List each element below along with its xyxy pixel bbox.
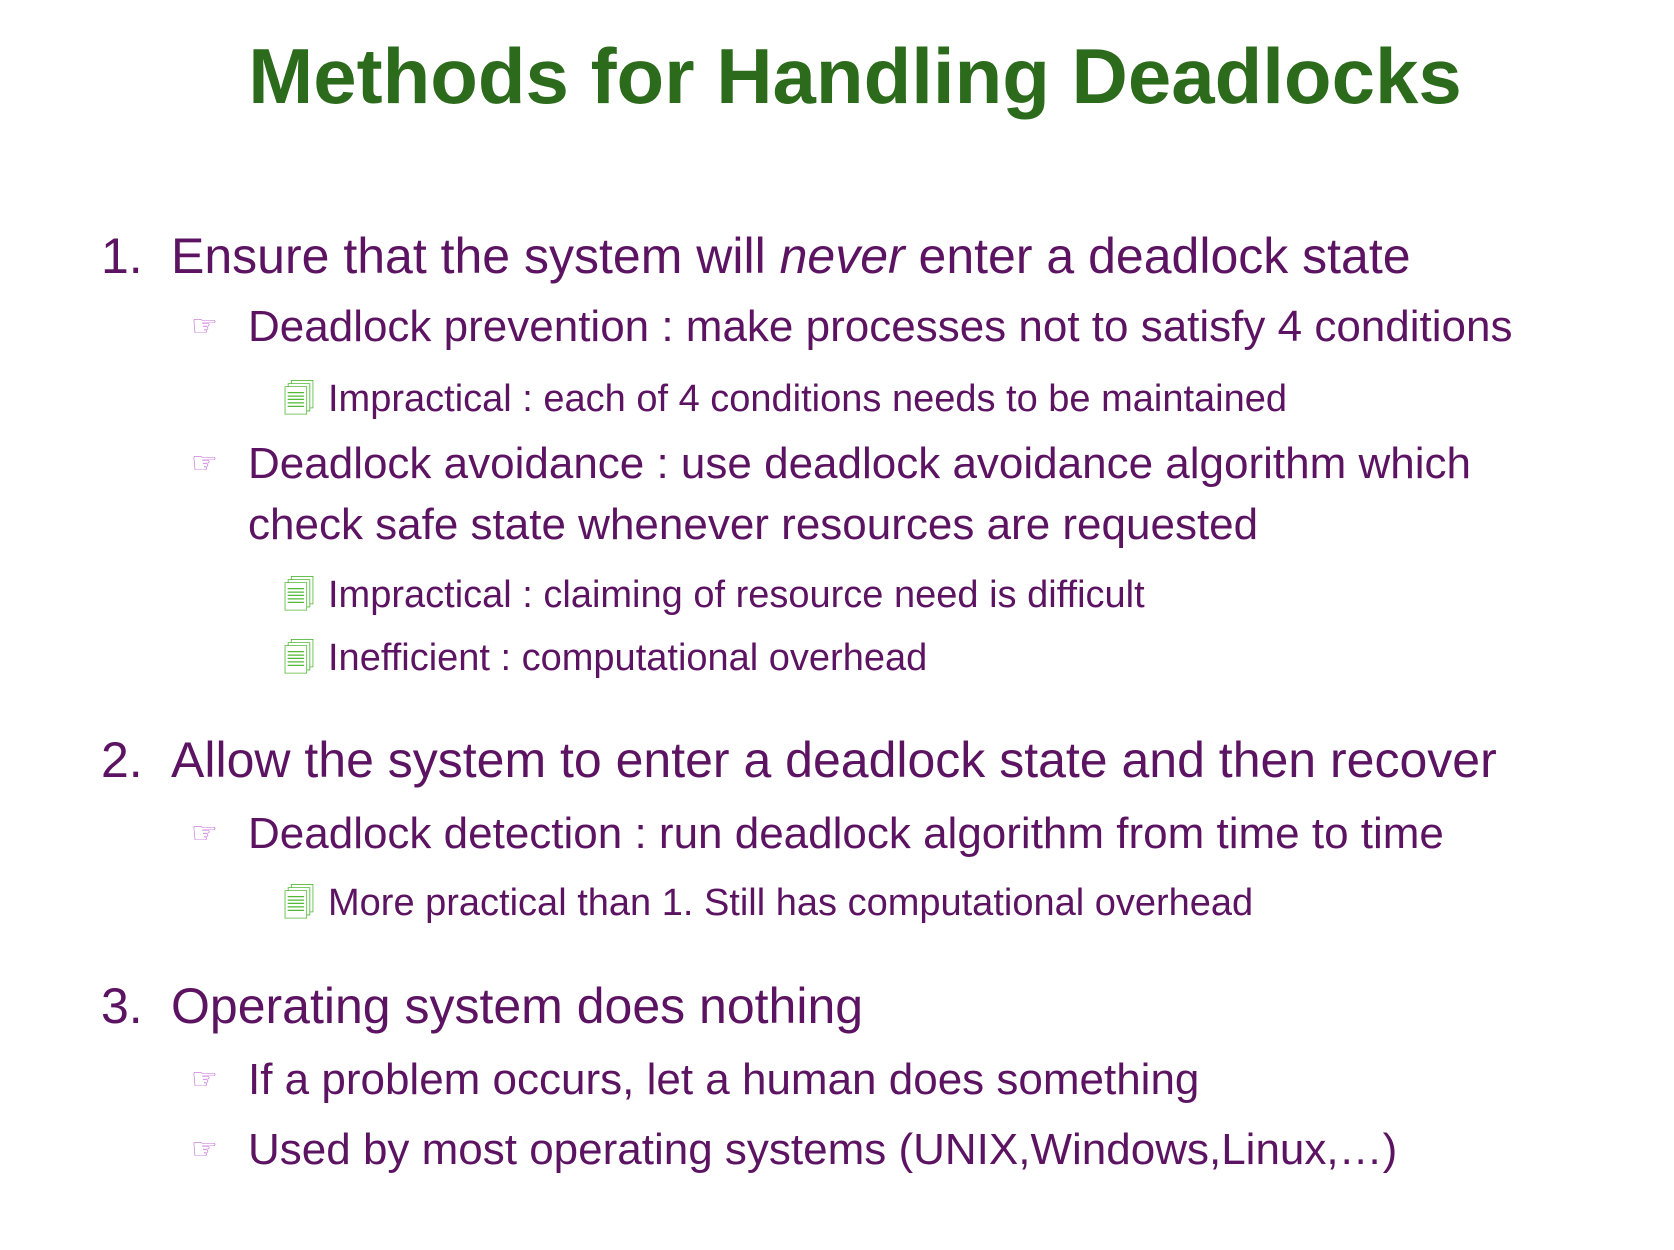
list-item-1	[101, 226, 1411, 286]
pointing-hand-icon: ☞	[191, 310, 218, 343]
pointing-hand-icon: ☞	[191, 447, 218, 480]
list-item-3	[101, 976, 863, 1036]
pointing-hand-icon: ☞	[191, 817, 218, 850]
sub-item-avoidance-line2: check safe state whenever resources are requested	[248, 500, 1259, 549]
detail-item: Inefficient : computational overhead	[328, 637, 928, 679]
pointing-hand-icon: ☞	[191, 1133, 218, 1166]
item-number: 1.	[101, 228, 143, 284]
item-text: Ensure that the system will never enter a deadlock state	[171, 228, 1411, 284]
sub-item-detection: Deadlock detection : run deadlock algorithm from time to time	[248, 809, 1444, 858]
list-item-2	[101, 730, 1497, 790]
detail-item: Impractical : each of 4 conditions needs to be maintained	[328, 378, 1288, 420]
sub-item-avoidance-line1: Deadlock avoidance : use deadlock avoidance algorithm which	[248, 439, 1471, 488]
page-title: Methods for Handling Deadlocks	[248, 32, 1462, 120]
emphasis-text: never	[779, 228, 905, 284]
sub-item-most-os: Used by most operating systems (UNIX,Windows,Linux,…)	[248, 1125, 1398, 1174]
sub-item-human: If a problem occurs, let a human does something	[248, 1055, 1200, 1104]
detail-item: Impractical : claiming of resource need is difficult	[328, 574, 1145, 616]
item-text: Allow the system to enter a deadlock state and then recover	[171, 732, 1497, 788]
pages-icon: 🗐	[283, 381, 315, 417]
item-number: 2.	[101, 732, 143, 788]
pages-icon: 🗐	[283, 640, 315, 676]
pointing-hand-icon: ☞	[191, 1063, 218, 1096]
item-number: 3.	[101, 978, 143, 1034]
sub-item-prevention: Deadlock prevention : make processes not to satisfy 4 conditions	[248, 302, 1513, 351]
pages-icon: 🗐	[283, 885, 315, 921]
pages-icon: 🗐	[283, 577, 315, 613]
item-text: Operating system does nothing	[171, 978, 864, 1034]
detail-item: More practical than 1. Still has computational overhead	[328, 882, 1254, 924]
